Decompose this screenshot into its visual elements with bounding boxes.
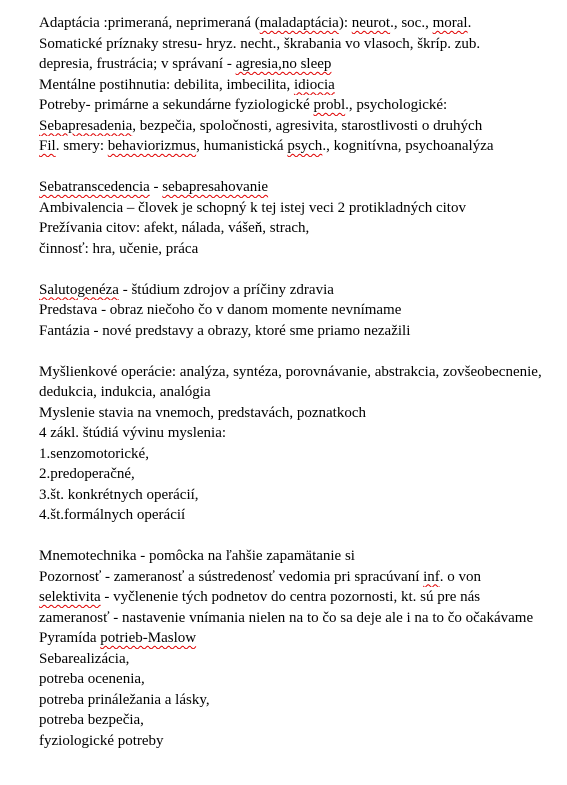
text-run: potreba ocenenia, — [39, 671, 145, 687]
text-run: 4.št.formálnych operácií — [39, 507, 186, 523]
spellcheck-flagged-word: neurot — [351, 15, 391, 31]
spellcheck-flagged-word: psych — [287, 138, 323, 154]
paragraph-block — [39, 13, 567, 157]
text-line — [39, 54, 567, 75]
text-run: Mnemotechnika - pomôcka na ľahšie zapamätanie si — [39, 548, 355, 564]
text-line — [39, 362, 567, 383]
text-run: 3.št. konkrétnych operácií, — [39, 486, 199, 503]
text-line — [39, 218, 567, 239]
text-run: - — [149, 179, 163, 195]
text-run: Adaptácia :primeraná, neprimeraná ( — [39, 15, 260, 31]
text-run: ): — [338, 15, 352, 31]
text-run: . smery: — [55, 138, 108, 154]
text-line — [39, 444, 567, 465]
document-body — [39, 13, 567, 751]
text-line — [39, 710, 567, 731]
spellcheck-flagged-word: behaviorizmus — [107, 138, 197, 154]
text-run: ., soc., — [390, 15, 433, 31]
text-run: depresia, frustrácia; v správaní - — [39, 56, 236, 72]
text-run: Myšlienkové operácie: analýza, syntéza, porovnávanie, abstrakcia, zovšeobecnenie, — [39, 363, 542, 380]
text-line — [39, 321, 567, 342]
text-run: ., psychologické: — [345, 97, 448, 113]
text-run: Ambivalencia – človek je schopný k tej istej veci 2 protikladných citov — [39, 199, 466, 216]
text-run: dedukcia, indukcia, analógia — [39, 384, 211, 400]
spellcheck-flagged-word: idiocia — [293, 76, 335, 93]
text-run: 1.senzomotorické, — [39, 445, 149, 462]
text-run: Pozornosť - zameranosť a sústredenosť vedomia pri spracúvaní — [39, 568, 424, 585]
text-run: Predstava - obraz niečoho čo v danom momente nevnímame — [39, 302, 402, 318]
spellcheck-flagged-word: agresia,no sleep — [235, 56, 332, 72]
spellcheck-flagged-word: sebapresahovanie — [162, 179, 269, 195]
text-run: potreba prináležania a lásky, — [39, 691, 210, 708]
text-line — [39, 731, 567, 752]
text-line — [39, 587, 567, 608]
spellcheck-flagged-word: Salutogenéza — [39, 281, 119, 298]
text-run: Prežívania citov: afekt, nálada, vášeň, strach, — [39, 220, 310, 236]
text-line — [39, 423, 567, 444]
spellcheck-flagged-word: Sebapresadenia — [39, 117, 133, 134]
text-line — [39, 34, 567, 55]
text-line — [39, 485, 567, 506]
paragraph-gap — [39, 259, 567, 280]
text-line — [39, 382, 567, 403]
text-run: Pyramída — [39, 630, 101, 646]
text-run: - vyčlenenie tých podnetov do centra pozornosti, kt. sú pre nás — [100, 589, 481, 605]
text-line — [39, 608, 567, 629]
text-line — [39, 13, 567, 34]
text-line — [39, 403, 567, 424]
paragraph-block — [39, 177, 567, 259]
spellcheck-flagged-word: inf — [423, 568, 440, 585]
paragraph-gap — [39, 341, 567, 362]
text-run: . o von — [439, 568, 482, 585]
text-run: zameranosť - nastavenie vnímania nielen na to čo sa deje ale i na to čo očakávame — [39, 609, 534, 626]
text-line — [39, 669, 567, 690]
text-run: Fantázia - nové predstavy a obrazy, ktoré sme priamo nezažili — [39, 322, 411, 339]
text-line — [39, 280, 567, 301]
text-line — [39, 628, 567, 649]
text-line — [39, 198, 567, 219]
text-run: potreba bezpečia, — [39, 712, 144, 728]
text-line — [39, 690, 567, 711]
spellcheck-flagged-word: Fil — [39, 138, 56, 154]
text-line — [39, 136, 567, 157]
text-run: Potreby- primárne a sekundárne fyziologické — [39, 97, 314, 113]
text-run: - štúdium zdrojov a príčiny zdravia — [118, 281, 334, 298]
text-line — [39, 546, 567, 567]
text-run: Mentálne postihnutia: debilita, imbecilita, — [39, 76, 294, 93]
spellcheck-flagged-word: maladaptácia — [259, 15, 339, 31]
text-line — [39, 567, 567, 588]
text-line — [39, 95, 567, 116]
spellcheck-flagged-word: Sebatranscedencia — [39, 179, 150, 195]
text-run: Sebarealizácia, — [39, 650, 130, 667]
spellcheck-flagged-word: moral — [432, 15, 468, 31]
text-line — [39, 300, 567, 321]
paragraph-block — [39, 546, 567, 751]
text-line — [39, 75, 567, 96]
text-run: 2.predoperačné, — [39, 466, 135, 482]
text-run: ., kognitívna, psychoanalýza — [322, 138, 494, 154]
text-line — [39, 239, 567, 260]
text-line — [39, 464, 567, 485]
text-run: . — [467, 15, 472, 31]
text-line — [39, 116, 567, 137]
paragraph-gap — [39, 526, 567, 547]
text-line — [39, 649, 567, 670]
text-run: , bezpečia, spoločnosti, agresivita, starostlivosti o druhých — [132, 117, 483, 134]
paragraph-block — [39, 362, 567, 526]
text-run: , humanistická — [196, 138, 288, 154]
spellcheck-flagged-word: selektivita — [39, 589, 101, 605]
spellcheck-flagged-word: probl — [313, 97, 346, 113]
text-run: 4 zákl. štúdiá vývinu myslenia: — [39, 425, 227, 441]
text-run: Myslenie stavia na vnemoch, predstavách, poznatkoch — [39, 404, 366, 421]
spellcheck-flagged-word: potrieb-Maslow — [100, 630, 197, 646]
text-run: fyziologické potreby — [39, 732, 164, 749]
paragraph-block — [39, 280, 567, 342]
text-run: Somatické príznaky stresu- hryz. necht., škrabania vo vlasoch, škríp. zub. — [39, 35, 481, 52]
text-run: činnosť: hra, učenie, práca — [39, 240, 199, 257]
paragraph-gap — [39, 157, 567, 178]
text-line — [39, 505, 567, 526]
text-line — [39, 177, 567, 198]
